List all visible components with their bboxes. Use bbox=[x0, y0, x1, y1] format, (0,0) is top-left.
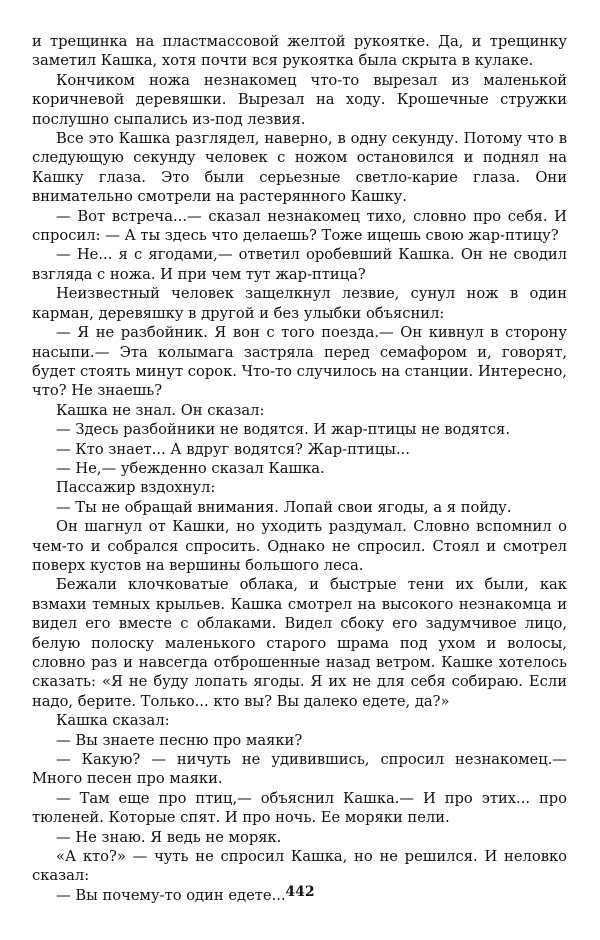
paragraph: — Вы почему-то один едете... bbox=[56, 886, 286, 904]
page-number: 442 bbox=[285, 884, 315, 900]
paragraph: Бежали клочковатые облака, и быстрые тени их были, как взмахи темных крыльев. Кашка смотрел на высокого незнакомца и видел его вместе с облаками. Видел сбоку его задумчивое лицо, белую полоску маленького старого шрама под ухом и волосы, словно раз и навсегда отброшенные назад ветром. Кашке хотелось сказать: «Я не буду лопать ягоды. Я их не для себя собираю. Если надо, берите. Только... кто вы? Вы далеко едете, да?» bbox=[32, 576, 567, 710]
paragraph: — Не... я с ягодами,— ответил оробевший Кашка. Он не сводил взгляда с ножа. И при чем тут жар-птица? bbox=[32, 246, 567, 283]
paragraph: — Я не разбойник. Я вон с того поезда.— Он кивнул в сторону насыпи.— Эта колымага застряла перед семафором и, говорят, будет стоять минут сорок. Что-то случилось на станции. Интересно, что? Не знаешь? bbox=[32, 324, 567, 400]
paragraph: Пассажир вздохнул: bbox=[56, 479, 216, 497]
paragraph: и трещинка на пластмассовой желтой рукоятке. Да, и трещинку заметил Кашка, хотя почти вся рукоятка была скрыта в кулаке. bbox=[32, 33, 567, 70]
paragraph: — Там еще про птиц,— объяснил Кашка.— И про этих... про тюленей. Которые спят. И про ночь. Ее моряки пели. bbox=[32, 789, 567, 827]
paragraph: — Не знаю. Я ведь не моряк. bbox=[56, 828, 282, 846]
paragraph: — Кто знает... А вдруг водятся? Жар-птицы... bbox=[56, 440, 410, 458]
page-text bbox=[32, 32, 567, 905]
paragraph: — Здесь разбойники не водятся. И жар-птицы не водятся. bbox=[56, 421, 510, 439]
paragraph: — Какую? — ничуть не удивившись, спросил незнакомец.— Много песен про маяки. bbox=[32, 751, 567, 788]
paragraph: — Вот встреча...— сказал незнакомец тихо, словно про себя. И спросил: — А ты здесь что делаешь? Тоже ищешь свою жар-птицу? bbox=[32, 207, 567, 245]
paragraph: Неизвестный человек защелкнул лезвие, сунул нож в один карман, деревяшку в другой и без улыбки объяснил: bbox=[32, 285, 567, 322]
paragraph: Все это Кашка разглядел, наверно, в одну секунду. Потому что в следующую секунду человек с ножом остановился и поднял на Кашку глаза. Это были серьезные светло-карие глаза. Они внимательно смотрели на растерянного Кашку. bbox=[32, 130, 567, 206]
paragraph: Кончиком ножа незнакомец что-то вырезал из маленькой коричневой деревяшки. Вырезал на ходу. Крошечные стружки послушно сыпались из-под лезвия. bbox=[32, 71, 567, 128]
paragraph: Кашка не знал. Он сказал: bbox=[56, 401, 265, 419]
paragraph: — Вы знаете песню про маяки? bbox=[56, 731, 303, 749]
paragraph: Кашка сказал: bbox=[56, 712, 170, 730]
paragraph: — Ты не обращай внимания. Лопай свои ягоды, а я пойду. bbox=[56, 498, 512, 516]
paragraph: «А кто?» — чуть не спросил Кашка, но не решился. И неловко сказал: bbox=[32, 848, 567, 885]
paragraph: Он шагнул от Кашки, но уходить раздумал. Словно вспомнил о чем-то и собрался спросить. Однако не спросил. Стоял и смотрел поверх кустов на вершины большого леса. bbox=[32, 518, 567, 574]
paragraph: — Не,— убежденно сказал Кашка. bbox=[56, 459, 325, 477]
